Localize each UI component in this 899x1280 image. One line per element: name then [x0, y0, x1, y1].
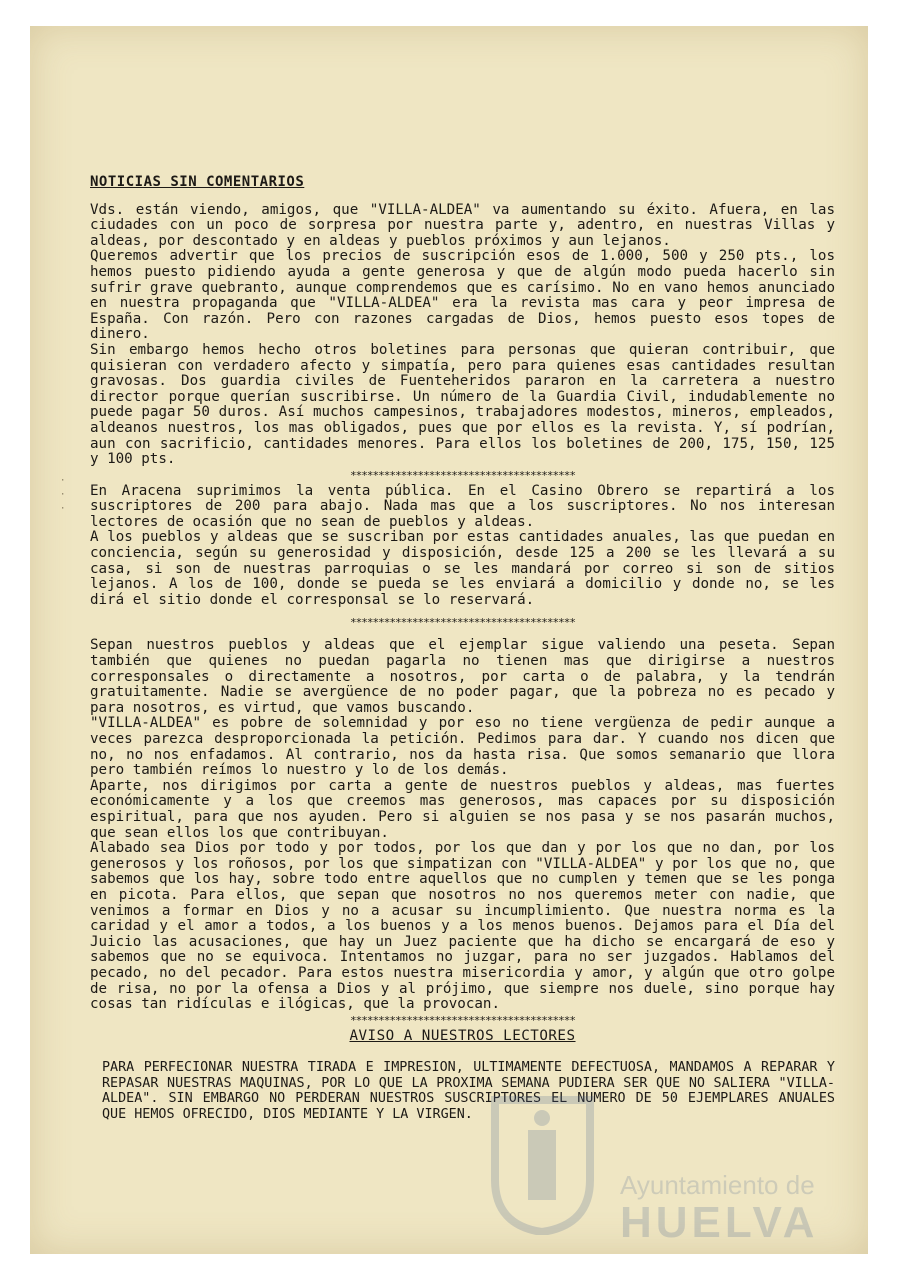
watermark — [490, 1090, 830, 1247]
paragraph: En Aracena suprimimos la venta pública. En el Casino Obrero se repartirá a los suscriptores de 200 para abajo. Nada mas que a los suscriptores. No nos interesan lectores de ocasión que no sean de pueblos y aldeas. — [90, 482, 835, 530]
paragraph: A los pueblos y aldeas que se suscriban por estas cantidades anuales, las que puedan en conciencia, según su generosidad y disposición, desde 125 a 200 se les llevará a su casa, si son de nuestras parroquias o se les mandará por correo si son de sitios lejanos. A los de 100, donde se pueda se les enviará a domicilio y donde no, se les dirá el sitio donde el corresponsal se lo reservará. — [90, 529, 835, 608]
watermark-line2: HUELVA — [620, 1198, 819, 1247]
paragraph: Sin embargo hemos hecho otros boletines para personas que quieran contribuir, que quisieran con verdadero afecto y simpatía, pero para quienes esas cantidades resultan gravosas. Dos guardia civiles de Fuenteheridos pararon en la carretera a nuestro director porque querían suscribirse. Un número de la Guardia Civil, indudablemente no puede pagar 50 duros. Así muchos campesinos, trabajadores modestos, mineros, empleados, aldeanos nuestros, los mas obligados, pues que por ellos es la revista. Y, sí podrían, aun con sacrificio, cantidades menores. Para ellos los boletines de 200, 175, 150, 125 y 100 pts. — [90, 341, 835, 468]
paragraph: "VILLA-ALDEA" es pobre de solemnidad y por eso no tiene vergüenza de pedir aunque a veces parezca desproporcionada la petición. Pedimos para dar. Y cuando nos dicen que no, no nos enfadamos. Al contrario, nos da hasta risa. Que somos semanario que llora pero también reímos lo nuestro y lo de los demás. — [90, 715, 835, 779]
paragraph: Alabado sea Dios por todo y por todos, por los que dan y por los que no dan, por los generosos y los roñosos, por los que simpatizan con "VILLA-ALDEA" y por los que no, que sabemos que los hay, sobre todo entre aquellos que no cumplen y temen que se les ponga en picota. Para ellos, que sepan que nosotros no nos queremos meter con nadie, que venimos a formar en Dios y no a acusar su incumplimiento. Que nuestra norma es la caridad y el amor a todos, a los buenos y a los menos buenos. Dejamos para el Día del Juicio las acusaciones, que hay un Juez paciente que ha dicho se encargará de eso y sabemos que no se equivoca. Intentamos no juzgar, para no ser juzgados. Hablamos del pecado, no del pecador. Para estos nuestra misericordia y amor, y algún que otro golpe de risa, no por la ofensa a Dios y al prójimo, que siempre nos duele, sino porque hay cosas tan ridículas e ilógicas, que la provocan. — [90, 840, 835, 1013]
separator: **************************************** — [350, 1013, 575, 1027]
notice-text: PARA PERFECIONAR NUESTRA TIRADA E IMPRESION, ULTIMAMENTE DEFECTUOSA, MANDAMOS A REPARAR Y REPASAR NUESTRAS MAQUINAS, POR LO QUE LA PROXIMA SEMANA PUDIERA SER QUE NO SALIERA "VILLA-ALDEA". SIN EMBARGO NO PERDERAN NUESTROS SUSCRIPTORES EL NUMERO DE 50 EJEMPLARES ANUALES QUE HEMOS OFRECIDO, DIOS MEDIANTE Y LA VIRGEN. — [102, 1060, 835, 1123]
separator: **************************************** — [350, 616, 575, 630]
paragraph: Queremos advertir que los precios de suscripción esos de 1.000, 500 y 250 pts., los hemos puesto pidiendo ayuda a gente generosa y que de algún modo pueda hacerlo sin sufrir grave quebranto, aunque comprendemos que es carísimo. No en vano hemos anunciado en nuestra propaganda que "VILLA-ALDEA" era la revista mas cara y peor impresa de España. Con razón. Pero con razones cargadas de Dios, hemos puesto esos topes de dinero. — [90, 248, 835, 343]
paragraph: Vds. están viendo, amigos, que "VILLA-ALDEA" va aumentando su éxito. Afuera, en las ciudades con un poco de sorpresa por nuestra parte y, adentro, en nuestras Villas y aldeas, por descontado y en aldeas y pueblos próximos y aun lejanos. — [90, 201, 835, 249]
document-heading: NOTICIAS SIN COMENTARIOS — [90, 174, 305, 190]
document-body — [90, 175, 835, 1123]
notice-title: AVISO A NUESTROS LECTORES — [349, 1027, 576, 1044]
paragraph: Aparte, nos dirigimos por carta a gente de nuestros pueblos y aldeas, mas fuertes económicamente y a los que creemos mas generosos, mas capaces por su disposición espiritual, para que nos ayuden. Pero si alguien se nos pasa y se nos pasarán muchos, que sean ellos los que contribuyan. — [90, 777, 835, 841]
margin-mark: · · · — [60, 476, 66, 514]
paragraph: Sepan nuestros pueblos y aldeas que el ejemplar sigue valiendo una peseta. Sepan también que quienes no puedan pagarla no tienen mas que dirigirse a nuestros corresponsales o directamente a nosotros, por carta o de palabra, y la tendrán gratuitamente. Nadie se avergüence de no poder pagar, que la pobreza no es pecado y para nosotros, es virtud, que vamos buscando. — [90, 637, 835, 716]
separator: **************************************** — [350, 468, 575, 482]
watermark-line1: Ayuntamiento de — [620, 1170, 815, 1200]
coat-of-arms-icon — [490, 1090, 595, 1235]
